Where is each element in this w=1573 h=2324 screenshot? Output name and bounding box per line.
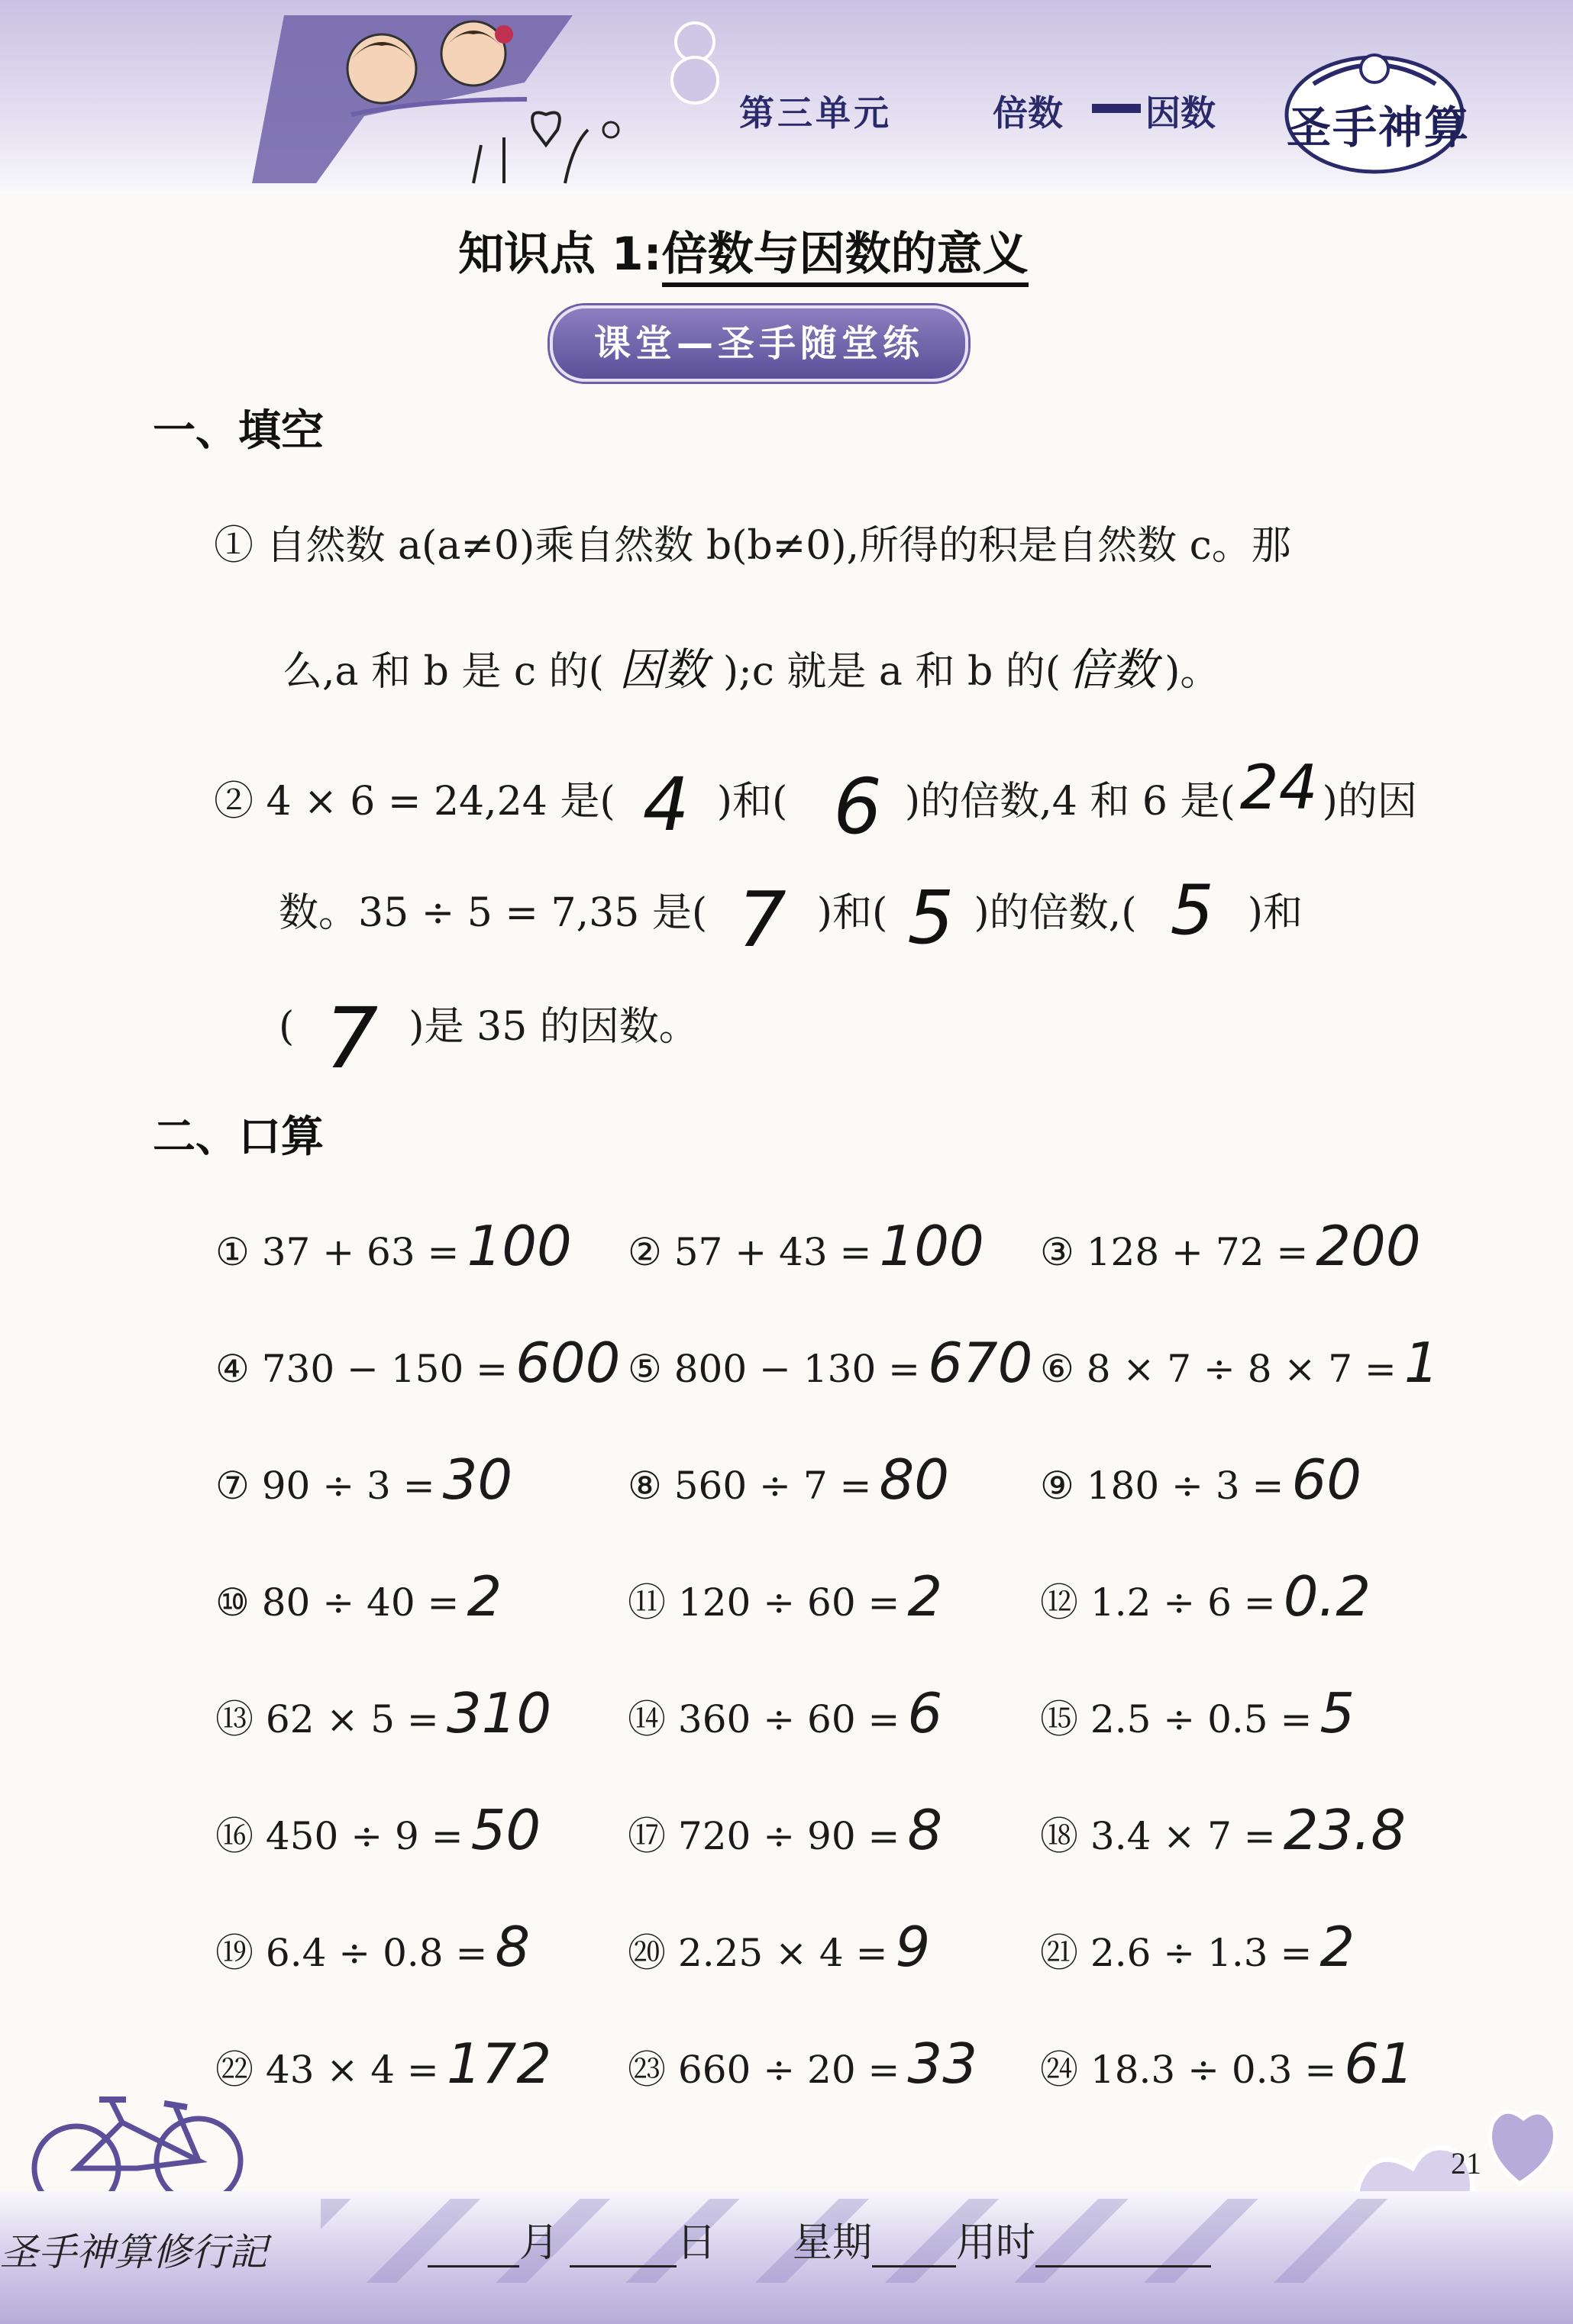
calc-item [628,1448,949,1512]
weekday-blank[interactable] [872,2235,956,2268]
calc-item [215,1448,512,1512]
q2-answer-5: 5 [907,875,954,960]
calc-answer: 60 [1291,1448,1362,1512]
calc-answer: 80 [879,1448,950,1512]
q2-text-d: )的因 [1322,779,1417,825]
calc-question: ⑨ 180 ÷ 3 = [1040,1464,1284,1508]
study-log [428,2210,1211,2268]
calc-answer: 100 [879,1214,984,1278]
weekday-label: 星期 [793,2220,873,2266]
logo-text: 圣手神算 [1287,102,1471,153]
calc-question: ⑩ 80 ÷ 40 = [215,1580,460,1625]
page-number: 21 [1451,2146,1481,2180]
calc-answer: 30 [442,1448,513,1512]
calc-answer: 33 [907,2032,978,2096]
section-title-prefix: 知识点 1: [458,228,662,281]
calc-item [1040,1798,1406,1862]
calc-question: ㉓ 660 ÷ 20 = [628,2048,900,2092]
calc-question: ⑳ 2.25 × 4 = [628,1931,888,1975]
calc-item [628,2032,977,2096]
calc-item [628,1915,930,1979]
calc-question: ⑰ 720 ÷ 90 = [628,1814,900,1858]
flower-doodle [458,99,672,191]
calc-answer: 9 [895,1915,931,1979]
calc-answer: 172 [446,2032,552,2096]
calc-question: ④ 730 − 150 = [215,1347,509,1391]
calc-answer: 600 [515,1331,621,1395]
part2-heading: 二、口算 [153,1112,324,1162]
q2-text-f: )和( [816,890,888,936]
month-label: 月 [519,2220,560,2266]
month-blank[interactable] [428,2235,519,2268]
calc-answer: 2 [1319,1915,1355,1979]
calc-question: ⑥ 8 × 7 ÷ 8 × 7 = [1040,1347,1397,1391]
calc-item [215,1564,502,1628]
calc-answer: 200 [1316,1214,1421,1278]
q2-answer-4: 7 [738,875,786,964]
calc-question: ⑮ 2.5 ÷ 0.5 = [1040,1697,1313,1741]
q1-answer-1: 因数 [619,644,708,696]
calc-item [215,1214,572,1278]
q1-text-a: 么,a 和 b 是 c 的( [283,649,604,695]
practice-banner-label: 课堂—圣手随堂练 [593,322,924,365]
calc-answer: 50 [470,1798,541,1862]
calc-question: ㉔ 18.3 ÷ 0.3 = [1040,2048,1337,2092]
q1-text-b: );c 就是 a 和 b 的( [722,649,1061,695]
calc-question: ⑭ 360 ÷ 60 = [628,1697,900,1741]
calc-item [1040,1214,1421,1278]
calc-answer: 5 [1319,1681,1355,1745]
section-title [458,218,1029,283]
q2-text-i: ( [279,1004,295,1050]
unit-topic-b: 因数 [1145,92,1216,134]
q1-line2 [283,634,1219,698]
calc-answer: 8 [907,1798,943,1862]
calc-answer: 2 [467,1564,502,1628]
q2-text-h: )和 [1247,890,1303,936]
day-blank[interactable] [570,2235,677,2268]
calc-question: ㉑ 2.6 ÷ 1.3 = [1040,1931,1313,1975]
calc-answer: 2 [907,1564,943,1628]
q1-line1: ① 自然数 a(a≠0)乘自然数 b(b≠0),所得的积是自然数 c。那 [214,523,1291,569]
q2-answer-3: 24 [1239,752,1318,823]
calc-question: ⑱ 3.4 × 7 = [1040,1814,1276,1858]
calc-item [1040,2032,1414,2096]
calc-question: ⑤ 800 − 130 = [628,1347,921,1391]
practice-banner [550,305,968,382]
q1-text-c: )。 [1164,649,1220,695]
calc-item [1040,1915,1355,1979]
calc-item [1040,1681,1355,1745]
calc-question: ② 57 + 43 = [628,1230,872,1274]
q2-text-j: )是 35 的因数。 [409,1004,699,1050]
number-eight-decoration [657,15,733,107]
calc-item [1040,1448,1361,1512]
calc-question: ⑦ 90 ÷ 3 = [215,1464,435,1508]
calc-answer: 6 [907,1681,943,1745]
footer-brand: 圣手神算修行記 [0,2230,267,2274]
calc-answer: 670 [928,1331,1033,1395]
q1-answer-2: 倍数 [1068,644,1158,696]
calc-answer: 23.8 [1283,1798,1407,1862]
calc-question: ⑧ 560 ÷ 7 = [628,1464,872,1508]
calc-question: ⑫ 1.2 ÷ 6 = [1040,1580,1276,1625]
q2-answer-6: 5 [1170,870,1214,951]
calc-question: ⑲ 6.4 ÷ 0.8 = [215,1931,488,1975]
calc-question: ⑬ 62 × 5 = [215,1697,439,1741]
part1-heading: 一、填空 [153,406,324,456]
q2-answer-1: 4 [642,762,690,847]
calc-item [215,1915,530,1979]
calc-item [628,1214,984,1278]
calc-question: ③ 128 + 72 = [1040,1230,1309,1274]
calc-item [215,1331,621,1395]
unit-title: 第三单元 [739,92,892,134]
q2-line2 [279,870,1303,964]
q2-text-c: )的倍数,4 和 6 是( [904,779,1235,825]
calc-item [215,2032,551,2096]
calc-answer: 8 [495,1915,531,1979]
calc-question: ⑪ 120 ÷ 60 = [628,1580,900,1625]
calc-answer: 1 [1403,1331,1439,1395]
calc-item [628,1564,942,1628]
calc-item [1040,1564,1371,1628]
calc-item [215,1681,551,1745]
time-blank[interactable] [1035,2235,1211,2268]
q2-line3 [279,989,699,1087]
calc-answer: 0.2 [1283,1564,1371,1628]
q2-text-e: 数。35 ÷ 5 = 7,35 是( [279,890,708,936]
unit-divider [1092,104,1141,113]
calc-question: ⑯ 450 ÷ 9 = [215,1814,464,1858]
q2-answer-2: 6 [833,762,882,851]
calc-item [1040,1331,1439,1395]
calc-item [215,1798,541,1862]
calc-question: ① 37 + 63 = [215,1230,460,1274]
q2-line1 [214,752,1417,851]
calc-answer: 310 [446,1681,552,1745]
q2-text-g: )的倍数,( [974,890,1137,936]
calc-item [628,1331,1033,1395]
q2-answer-7: 7 [325,989,379,1087]
unit-topic-a: 倍数 [993,92,1063,134]
q2-text-b: )和( [716,779,788,825]
calc-item [628,1681,942,1745]
calc-item [628,1798,942,1862]
calc-answer: 61 [1344,2032,1414,2096]
day-label: 日 [677,2220,717,2266]
time-label: 用时 [956,2220,1036,2266]
q2-text-a: ② 4 × 6 = 24,24 是( [214,779,615,825]
section-title-main: 倍数与因数的意义 [662,228,1029,287]
calc-answer: 100 [467,1214,572,1278]
calc-question: ㉒ 43 × 4 = [215,2048,439,2092]
